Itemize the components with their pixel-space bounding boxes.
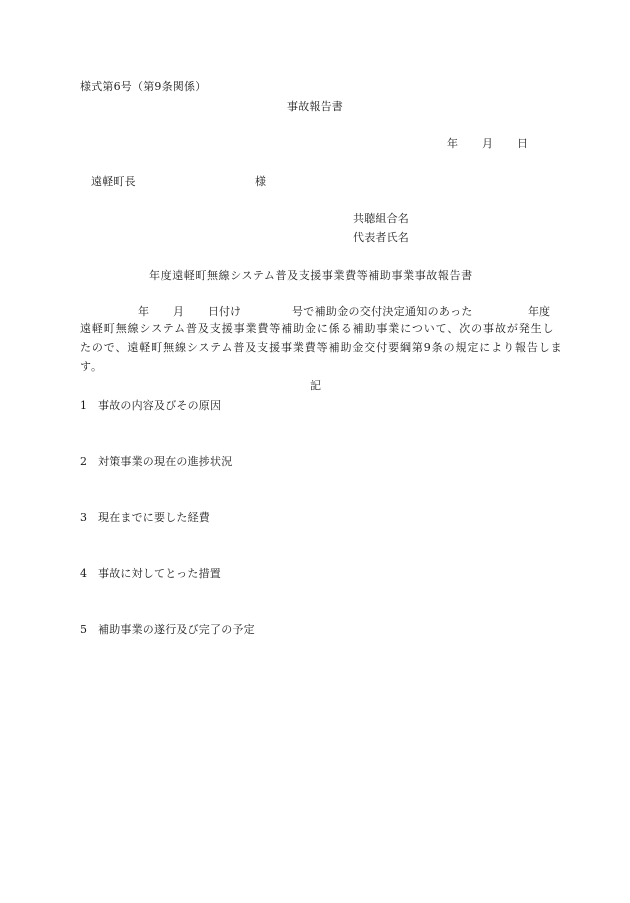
item-number: 3 — [80, 511, 88, 524]
body-month-label: 月 — [173, 305, 184, 318]
item-label: 現在までに要した経費 — [98, 511, 210, 524]
report-subject: 年度遠軽町無線システム普及支援事業費等補助事業事故報告書 — [149, 269, 473, 282]
item-number: 4 — [80, 567, 88, 580]
body-number-text: 号で補助金の交付決定通知のあった — [292, 305, 473, 318]
item-number: 2 — [80, 455, 88, 468]
item-number: 1 — [80, 399, 88, 412]
item-label: 対策事業の現在の進捗状況 — [98, 455, 233, 468]
addressee-honorific: 様 — [255, 175, 267, 188]
form-label: 様式第6号（第9条関係） — [80, 80, 207, 93]
body-dated-label: 日付け — [208, 305, 241, 318]
date-month-label: 月 — [482, 137, 494, 150]
item-label: 事故の内容及びその原因 — [98, 399, 222, 412]
body-line-2: 遠軽町無線システム普及支援事業費等補助金に係る補助事業について、次の事故が発生し — [80, 322, 555, 335]
body-fiscal-year-label: 年度 — [528, 305, 550, 318]
body-line-3: たので、遠軽町無線システム普及支援事業費等補助金交付要綱第9条の規定により報告しま — [80, 341, 563, 354]
sender-organization: 共聴組合名 — [353, 212, 409, 225]
body-line-4: す。 — [80, 360, 103, 373]
date-year-label: 年 — [447, 137, 459, 150]
ki-marker: 記 — [310, 379, 322, 392]
addressee-name: 遠軽町長 — [91, 175, 136, 188]
body-line-1 — [0, 306, 630, 320]
date-day-label: 日 — [517, 137, 529, 150]
item-label: 補助事業の遂行及び完了の予定 — [98, 623, 255, 636]
item-label: 事故に対してとった措置 — [98, 567, 221, 580]
sender-representative: 代表者氏名 — [353, 231, 409, 244]
document-title: 事故報告書 — [287, 100, 343, 113]
item-number: 5 — [80, 623, 88, 636]
body-year-label: 年 — [138, 305, 149, 318]
